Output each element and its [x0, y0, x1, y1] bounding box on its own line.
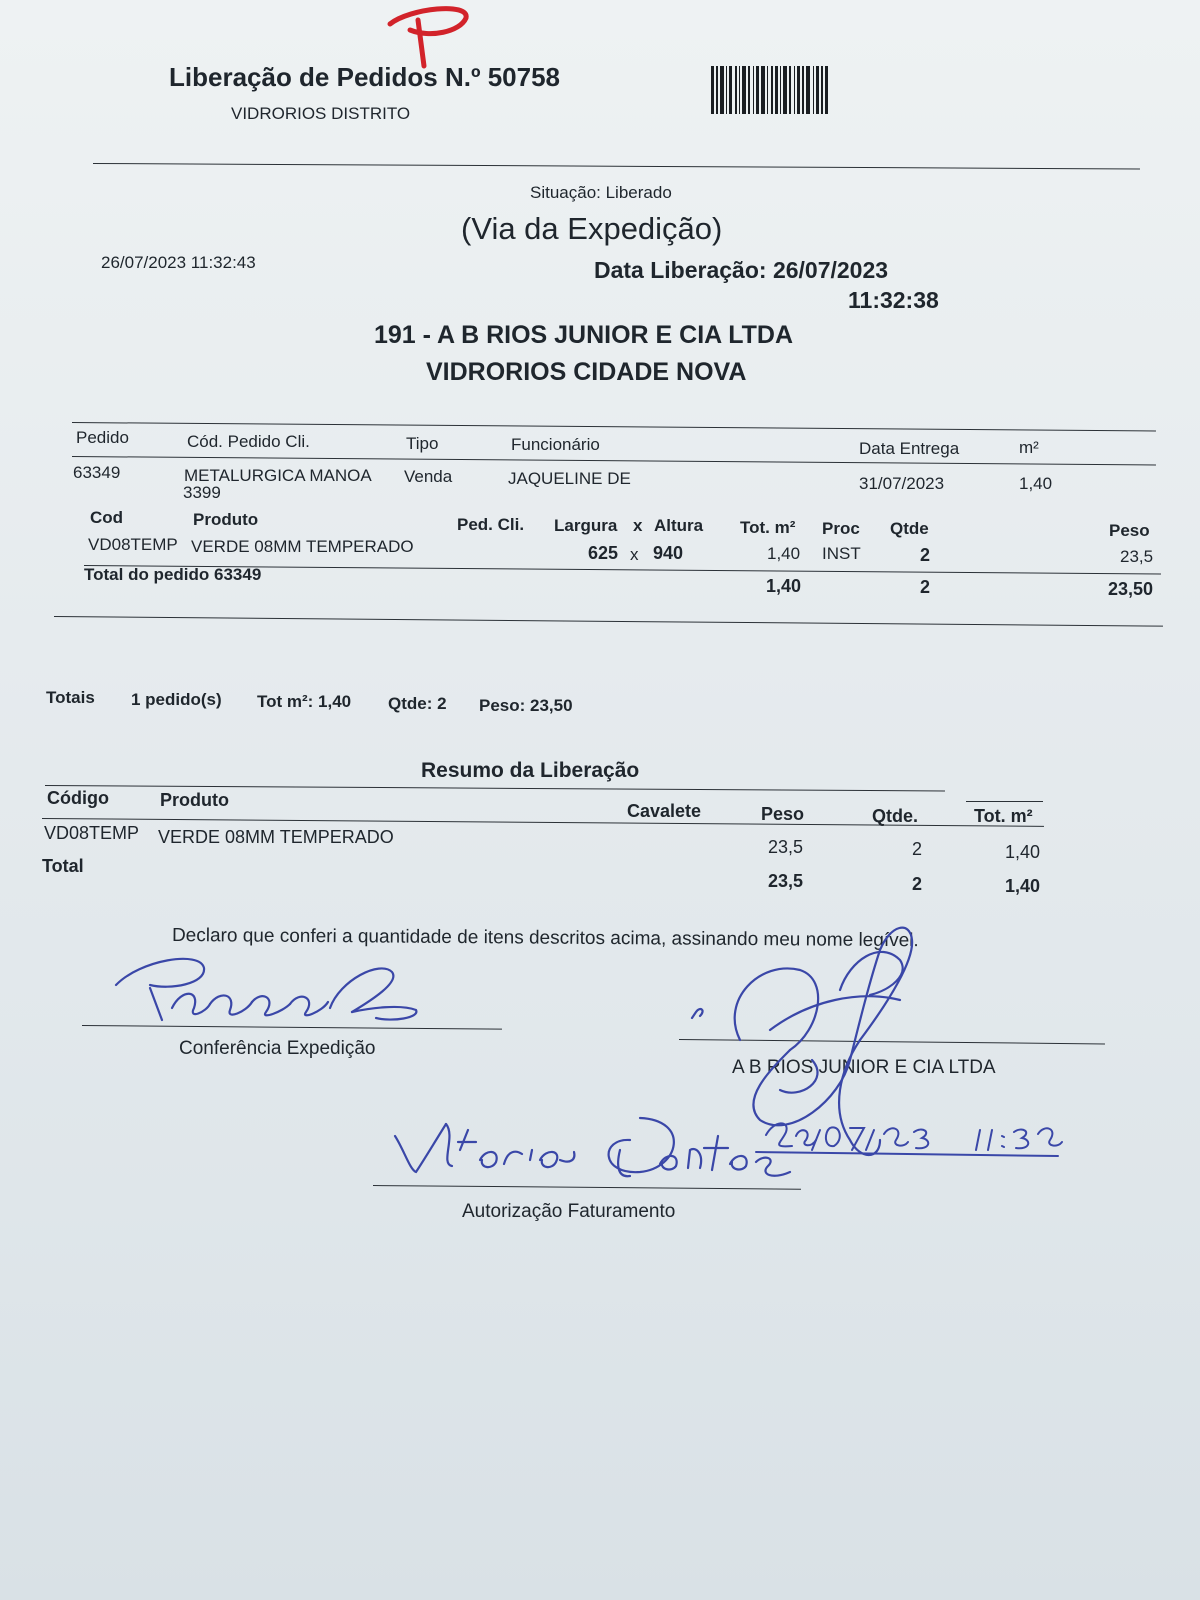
status-label: Situação: Liberado [530, 183, 672, 202]
totals-label: Totais [46, 688, 95, 707]
item-code: VD08TEMP [88, 535, 178, 554]
summary-total-m2: 1,40 [1005, 876, 1041, 896]
summary-header-qtde: Qtde. [872, 806, 919, 826]
order-total-label: Total do pedido 63349 [84, 565, 262, 584]
totals-pedidos: 1 pedido(s) [131, 690, 222, 709]
order-client-code-line2: 3399 [183, 483, 221, 502]
summary-total-qty: 2 [912, 874, 923, 894]
item-height: 940 [653, 543, 684, 563]
document-title: Liberação de Pedidos N.º 50758 [169, 62, 560, 92]
summary-header-codigo: Código [47, 788, 109, 808]
order-total-qty: 2 [920, 577, 931, 597]
order-header-underline [72, 456, 1156, 466]
declaration-text: Declaro que conferi a quantidade de itens descritos acima, assinando meu nome legível. [171, 925, 919, 952]
company-name: VIDRORIOS DISTRITO [231, 104, 411, 123]
summary-row-m2: 1,40 [1005, 842, 1041, 862]
red-p-mark [390, 9, 466, 66]
summary-header-tot-m2: Tot. m² [974, 806, 1033, 826]
store-name: VIDRORIOS CIDADE NOVA [426, 358, 747, 386]
order-type: Venda [404, 467, 453, 486]
item-header-produto: Produto [193, 510, 259, 529]
summary-total-weight: 23,5 [768, 871, 804, 891]
header-data-entrega: Data Entrega [859, 439, 960, 458]
summary-header-produto: Produto [160, 790, 229, 810]
order-number: 63349 [73, 463, 121, 482]
totals-m2: Tot m²: 1,40 [257, 692, 352, 711]
order-client-code: METALURGICA MANOA [184, 466, 372, 485]
item-width: 625 [588, 543, 619, 563]
totals-weight: Peso: 23,50 [479, 696, 573, 715]
summary-row-product: VERDE 08MM TEMPERADO [158, 827, 394, 847]
order-delivery-date: 31/07/2023 [859, 474, 945, 493]
item-header-qtde: Qtde [890, 519, 929, 538]
order-total-m2: 1,40 [766, 576, 802, 596]
signature-line-conferencia [82, 1025, 502, 1030]
item-header-tot-m2: Tot. m² [740, 518, 796, 537]
header-cod-pedido-cli: Cód. Pedido Cli. [187, 432, 310, 451]
summary-header-cavalete: Cavalete [627, 801, 702, 821]
header-m2: m² [1019, 438, 1039, 457]
header-divider [93, 163, 1140, 169]
order-table-top-line [72, 422, 1156, 432]
signature-conferencia-icon [116, 959, 416, 1020]
release-time: 11:32:38 [848, 287, 939, 313]
item-header-ped-cli: Ped. Cli. [457, 515, 525, 534]
summary-row-code: VD08TEMP [44, 823, 140, 843]
summary-row-qty: 2 [912, 839, 923, 859]
copy-type: (Via da Expedição) [461, 211, 723, 246]
summary-total-label: Total [42, 856, 84, 876]
header-pedido: Pedido [76, 428, 129, 447]
release-date: Data Liberação: 26/07/2023 [594, 257, 889, 283]
item-product: VERDE 08MM TEMPERADO [191, 537, 414, 556]
signature-label-cliente: A B RIOS JUNIOR E CIA LTDA [732, 1057, 996, 1078]
item-header-altura: Altura [654, 516, 704, 535]
order-employee: JAQUELINE DE [508, 469, 631, 488]
item-weight: 23,5 [1120, 547, 1154, 566]
item-tot-m2: 1,40 [767, 544, 801, 563]
header-funcionario: Funcionário [511, 435, 600, 454]
item-header-peso: Peso [1109, 521, 1150, 540]
item-x: x [630, 545, 639, 564]
summary-top-line-right [966, 801, 1043, 802]
item-qty: 2 [920, 545, 931, 565]
item-header-cod: Cod [90, 508, 124, 527]
item-header-proc: Proc [822, 519, 860, 538]
summary-row-weight: 23,5 [768, 837, 804, 857]
summary-header-peso: Peso [761, 804, 805, 824]
order-m2: 1,40 [1019, 474, 1053, 493]
signature-line-autorizacao [373, 1185, 801, 1190]
print-datetime: 26/07/2023 11:32:43 [101, 253, 256, 272]
order-total-weight: 23,50 [1108, 579, 1154, 599]
client-name: 191 - A B RIOS JUNIOR E CIA LTDA [374, 321, 794, 349]
summary-title: Resumo da Liberação [421, 759, 640, 782]
item-header-x: x [633, 516, 643, 535]
header-tipo: Tipo [406, 434, 439, 453]
item-proc: INST [822, 544, 861, 563]
item-header-largura: Largura [554, 516, 618, 535]
handwritten-name-icon [395, 1118, 790, 1176]
handwritten-date-icon [756, 1123, 1062, 1156]
totals-qty: Qtde: 2 [388, 694, 447, 713]
barcode [711, 66, 895, 114]
signature-label-autorizacao: Autorização Faturamento [462, 1201, 676, 1222]
order-section-bottom-line [54, 616, 1163, 627]
signature-line-cliente [679, 1039, 1105, 1044]
signature-label-conferencia: Conferência Expedição [179, 1038, 376, 1059]
